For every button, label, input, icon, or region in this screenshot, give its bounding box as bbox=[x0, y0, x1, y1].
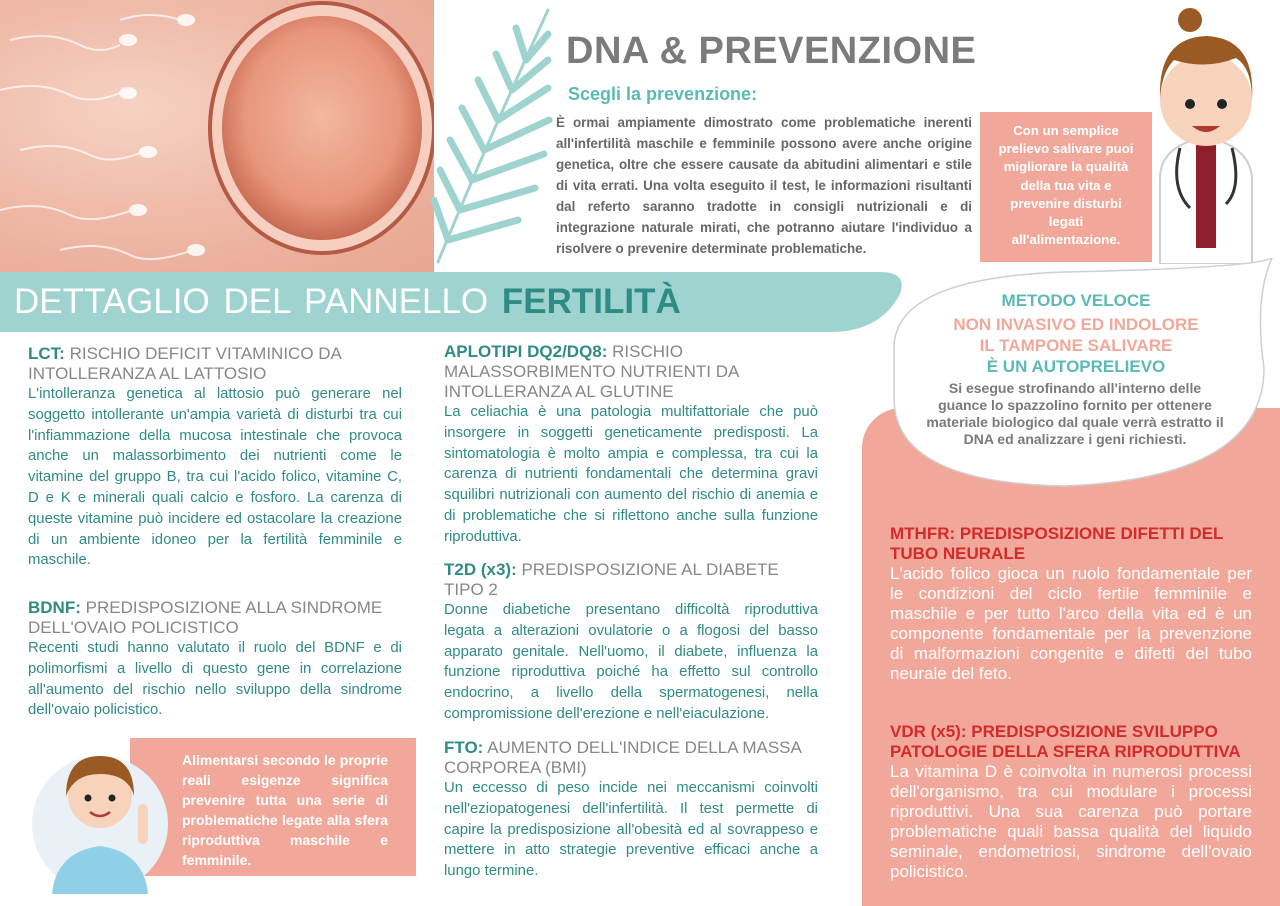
fern-leaf-decoration bbox=[428, 0, 558, 277]
section-mthfr-body: L'acido folico gioca un ruolo fondamentale per le condizioni del ciclo fertile femminile e maschile e per tutto l'arco della vita ed è un componente fondamentale per la prevenzione di malformazioni congenite e difetti del tubo neurale del feto. bbox=[890, 564, 1252, 683]
egg-illustration bbox=[0, 0, 434, 272]
section-vdr-code: VDR (x5): bbox=[890, 722, 967, 741]
banner-title-text: DETTAGLIO DEL PANNELLO bbox=[14, 282, 489, 321]
section-t2d-code: T2D (x3): bbox=[444, 560, 517, 579]
page-title: DNA & PREVENZIONE bbox=[566, 30, 977, 72]
banner-title-highlight: FERTILITÀ bbox=[501, 282, 681, 321]
doctor-illustration bbox=[1140, 8, 1270, 269]
section-lct bbox=[28, 344, 402, 571]
section-lct-heading bbox=[28, 344, 402, 384]
section-bdnf-code: BDNF: bbox=[28, 598, 81, 617]
hero-egg-image bbox=[0, 0, 434, 272]
section-t2d-body: Donne diabetiche presentano difficoltà riproduttiva legata a alterazioni ovulatorie o a flogosi del basso apparato genitale. Nell'uomo, il diabete, influenza la funzione riproduttiva poiché ha effetto sul controllo endocrino, a livello della spermatogenesi, nella compromissione dell'erezione e nell'eiaculazione. bbox=[444, 602, 818, 722]
bubble-line-1: METODO VELOCE bbox=[1001, 291, 1151, 310]
section-bdnf-body: Recenti studi hanno valutato il ruolo del BDNF e di polimorfismi a livello di questo gene in correlazione all'aumento del rischio nello sviluppo della sindrome dell'ovaio policistico. bbox=[28, 640, 402, 719]
section-mthfr-title: PREDISPOSIZIONE DIFETTI DEL TUBO NEURALE bbox=[890, 524, 1224, 563]
section-aplotipi-code: APLOTIPI DQ2/DQ8: bbox=[444, 342, 608, 361]
page-subtitle: Scegli la prevenzione: bbox=[568, 84, 758, 104]
section-mthfr-heading bbox=[890, 524, 1252, 564]
section-vdr-body: La vitamina D è coinvolta in numerosi processi dell'organismo, tra cui modulare i processi riproduttivi. Una sua carenza può portare problematiche quali bassa qualità del liquido seminale, endometriosi, sindrome dell'ovaio policistico. bbox=[890, 762, 1252, 881]
section-fto-code: FTO: bbox=[444, 738, 484, 757]
callout-top-text: Con un semplice prelievo salivare puoi migliorare la qualità della tua vita e prevenire disturbi legati all'alimentazione. bbox=[998, 123, 1134, 248]
section-mthfr bbox=[890, 524, 1252, 684]
section-fto bbox=[444, 738, 818, 882]
section-vdr-title: PREDISPOSIZIONE SVILUPPO PATOLOGIE DELLA SFERA RIPRODUTTIVA bbox=[890, 722, 1241, 761]
section-bdnf-heading bbox=[28, 598, 402, 638]
section-aplotipi-heading bbox=[444, 342, 818, 402]
banner-title bbox=[14, 282, 681, 322]
section-t2d-title: PREDISPOSIZIONE AL DIABETE TIPO 2 bbox=[444, 560, 779, 599]
bubble-line-2: NON INVASIVO ED INDOLORE bbox=[953, 315, 1199, 334]
bubble-line-4: È UN AUTOPRELIEVO bbox=[986, 357, 1166, 376]
section-bdnf bbox=[28, 598, 402, 721]
section-t2d bbox=[444, 560, 818, 725]
section-vdr bbox=[890, 722, 1252, 882]
bubble-body: Si esegue strofinando all'interno delle guance lo spazzolino fornito per ottenere materiale biologico dal quale verrà estratto il DNA ed analizzare i geni richiesti. bbox=[926, 380, 1224, 447]
section-lct-title: RISCHIO DEFICIT VITAMINICO DA INTOLLERANZA AL LATTOSIO bbox=[28, 344, 341, 383]
section-aplotipi-title: RISCHIO MALASSORBIMENTO NUTRIENTI DA INTOLLERANZA AL GLUTINE bbox=[444, 342, 739, 401]
nurse-illustration bbox=[30, 734, 170, 899]
section-lct-body: L'intolleranza genetica al lattosio può generare nel soggetto intollerante un'ampia varietà di disturbi tra cui l'infiammazione della mucosa intestinale che provoca anche un malassorbimento dei nutrienti come le vitamine del gruppo B, tra cui l'acido folico, vitamine C, D e K e minerali quali calcio e fosforo. La carenza di queste vitamine può incidere ed ostacolare la creazione di un ambiente idoneo per la fertilità femminile e maschile. bbox=[28, 386, 402, 569]
section-fto-body: Un eccesso di peso incide nei meccanismi coinvolti nell'eziopatogenesi dell'infertilità. Il test permette di capire la predisposizione all'obesità ed al sovrappeso e mettere in atto strategie preventive efficaci anche a lungo termine. bbox=[444, 780, 818, 880]
section-mthfr-code: MTHFR: bbox=[890, 524, 956, 543]
section-bdnf-title: PREDISPOSIZIONE ALLA SINDROME DELL'OVAIO POLICISTICO bbox=[28, 598, 383, 637]
callout-bottom-text: Alimentarsi secondo le proprie reali esigenze significa prevenire tutta una serie di problematiche legate alla sfera riproduttiva maschile e femminile. bbox=[182, 752, 388, 868]
section-aplotipi-body: La celiachia è una patologia multifattoriale che può insorgere in soggetti geneticamente predisposti. La sintomatologia è molto ampia e complessa, tra cui la carenza di nutrienti fondamentali che determina gravi squilibri nutrizionali con aumento del rischio di anemia e di problematiche che si riflettono anche sulla funzione riproduttiva. bbox=[444, 404, 818, 545]
section-fto-heading bbox=[444, 738, 818, 778]
intro-paragraph: È ormai ampiamente dimostrato come problematiche inerenti all'infertilità maschile e femminile possono avere anche origine genetica, oltre che essere causate da abitudini alimentari e stile di vita errati. Una volta eseguito il test, le informazioni risultanti dal referto saranno tradotte in consigli nutrizionali e di integrazione naturale mirati, che potranno aiutare l'individuo a risolvere o prevenire determinate problematiche. bbox=[556, 115, 972, 256]
section-lct-code: LCT: bbox=[28, 344, 65, 363]
section-fto-title: AUMENTO DELL'INDICE DELLA MASSA CORPOREA (BMI) bbox=[444, 738, 801, 777]
section-aplotipi bbox=[444, 342, 818, 548]
bubble-line-3: IL TAMPONE SALIVARE bbox=[979, 336, 1173, 355]
section-t2d-heading bbox=[444, 560, 818, 600]
section-vdr-heading bbox=[890, 722, 1252, 762]
